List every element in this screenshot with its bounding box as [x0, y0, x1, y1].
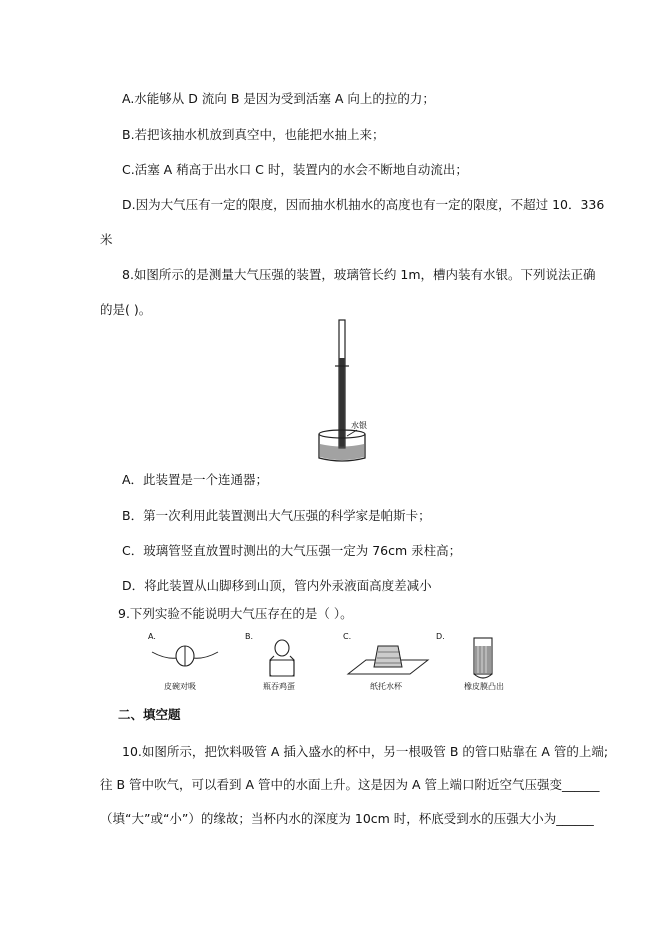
q9-figure-d-caption: 橡皮膜凸出 [464, 682, 504, 691]
q9-figure-a-caption: 皮碗对吸 [164, 682, 196, 691]
q9-figure-d-letter: D. [436, 632, 445, 641]
q8-option-d: D．将此装置从山脚移到山顶，管内外汞液面高度差减小 [122, 578, 432, 593]
rubber-membrane-figure [468, 636, 498, 682]
q10-line2: 往 B 管中吹气，可以看到 A 管中的水面上升。这是因为 A 管上端口附近空气压强变______ [100, 777, 600, 792]
q8-option-b: B．第一次利用此装置测出大气压强的科学家是帕斯卡； [122, 508, 431, 523]
q8-stem-line2: 的是( )。 [100, 302, 152, 317]
bottle-egg-figure [262, 638, 302, 680]
q8-option-c: C．玻璃管竖直放置时测出的大气压强一定为 76cm 汞柱高； [122, 543, 462, 558]
q7-option-d-continuation: 米 [100, 232, 113, 247]
q9-stem: 9.下列实验不能说明大气压存在的是（ ）。 [118, 606, 353, 621]
q9-figure-c-caption: 纸托水杯 [370, 682, 402, 691]
q9-figure-b-caption: 瓶吞鸡蛋 [263, 682, 295, 691]
q8-option-a: A．此装置是一个连通器； [122, 472, 269, 487]
q9-figure-a-letter: A. [148, 632, 156, 641]
suction-cups-figure [150, 640, 220, 680]
q7-option-d: D.因为大气压有一定的限度，因而抽水机抽水的高度也有一定的限度，不超过 10．336 [122, 197, 605, 212]
q7-option-c: C.活塞 A 稍高于出水口 C 时，装置内的水会不断地自动流出； [122, 162, 468, 177]
paper-holds-water-figure [344, 640, 430, 678]
q9-figure-c-letter: C. [343, 632, 352, 641]
q8-stem-line1: 8.如图所示的是测量大气压强的装置，玻璃管长约 1m，槽内装有水银。下列说法正确 [122, 267, 596, 282]
q7-option-b: B.若把该抽水机放到真空中，也能把水抽上来； [122, 127, 385, 142]
q10-line3: （填“大”或“小”）的缘故；当杯内水的深度为 10cm 时，杯底受到水的压强大小为______ [100, 811, 594, 826]
q10-line1: 10.如图所示，把饮料吸管 A 插入盛水的杯中，另一根吸管 B 的管口贴靠在 A 管的上端; [122, 744, 609, 759]
q9-figure-b-letter: B. [245, 632, 254, 641]
mercury-column [340, 358, 345, 448]
q7-option-a: A.水能够从 D 流向 B 是因为受到活塞 A 向上的拉的力； [122, 91, 435, 106]
mercury-label: 水银 [351, 421, 367, 430]
section-heading-fill-in-blank: 二、填空题 [118, 707, 181, 722]
torricelli-apparatus-figure [305, 318, 385, 466]
